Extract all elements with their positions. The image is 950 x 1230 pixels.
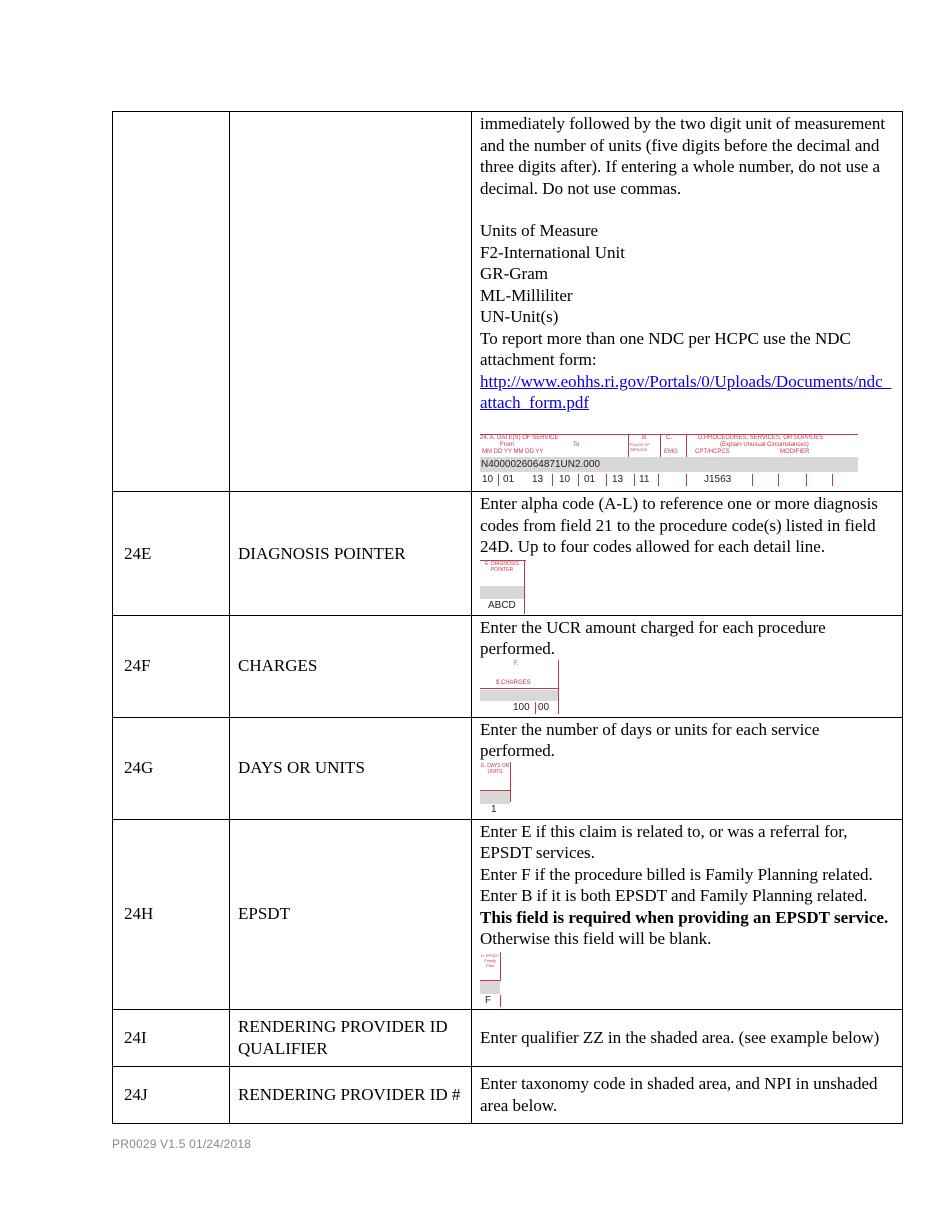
required-note: This field is required when providing an EPSDT service. xyxy=(480,907,889,927)
table-row xyxy=(113,717,903,819)
field-description-cell xyxy=(472,615,903,717)
description-line: immediately followed by the two digit unit of measurement xyxy=(480,114,886,133)
description-text: Enter the UCR amount charged for each procedure performed. xyxy=(480,617,826,658)
field-name-cell: EPSDT xyxy=(230,819,472,1009)
snippet-date-from-yy: 13 xyxy=(532,473,544,485)
field-code-cell: 24J xyxy=(113,1066,230,1123)
snippet-value-dollars: 100 xyxy=(513,701,530,713)
description-line: and the number of units (five digits before the decimal and xyxy=(480,135,880,155)
field-code-cell: 24H xyxy=(113,819,230,1009)
field-name-cell: DIAGNOSIS POINTER xyxy=(230,492,472,616)
field-description-cell xyxy=(472,717,903,819)
ndc-attachment-link[interactable]: http://www.eohhs.ri.gov/Portals/0/Uploads/Documents/ndc_attach_form.pdf xyxy=(480,371,892,412)
field-description-cell: Enter taxonomy code in shaded area, and NPI in unshaded area below. xyxy=(472,1066,903,1123)
snippet-date-to-mm: 10 xyxy=(559,473,571,485)
snippet-place-of-service: 11 xyxy=(639,473,650,485)
unit-item: UN-Unit(s) xyxy=(480,307,559,326)
snippet-label: H. EPSDT Family Plan xyxy=(480,952,500,968)
field-name-cell: RENDERING PROVIDER ID QUALIFIER xyxy=(230,1009,472,1066)
snippet-value: 1 xyxy=(491,803,497,815)
snippet-value: F xyxy=(485,994,492,1006)
table-row xyxy=(113,615,903,717)
snippet-header-emg: EMG xyxy=(664,448,678,455)
table-row xyxy=(113,1066,903,1123)
document-footer: PR0029 V1.5 01/24/2018 xyxy=(112,1137,252,1151)
field-name-cell: RENDERING PROVIDER ID # xyxy=(230,1066,472,1123)
field-code-cell: 24E xyxy=(113,492,230,616)
unit-item: F2-International Unit xyxy=(480,242,625,262)
description-line: three digits after). If entering a whole number, do not use a xyxy=(480,157,881,176)
unit-item: ML-Milliliter xyxy=(480,285,573,305)
form-snippet-24e xyxy=(480,560,526,614)
snippet-label: $ CHARGES xyxy=(496,679,531,686)
snippet-value: ABCD xyxy=(488,599,516,611)
description-text: Enter alpha code (A-L) to reference one or more diagnosis codes from field 21 to the procedure code(s) listed in field 24D. Up to four codes allowed for each detail line. xyxy=(480,494,878,556)
snippet-header-d2: (Explain Unusual Circumstances) xyxy=(720,441,809,448)
description-line: Enter E if this claim is related to, or was a referral for, EPSDT services. xyxy=(480,821,848,862)
snippet-header-from: From xyxy=(500,441,514,448)
snippet-date-to-yy: 13 xyxy=(612,473,624,485)
snippet-value-cents: 00 xyxy=(538,701,550,713)
snippet-date-from-mm: 10 xyxy=(482,473,494,485)
description-line: Enter B if it is both EPSDT and Family Planning related. xyxy=(480,886,868,905)
field-description-cell: Enter qualifier ZZ in the shaded area. (see example below) xyxy=(472,1009,903,1066)
units-heading: Units of Measure xyxy=(480,221,599,240)
table-row xyxy=(113,492,903,616)
snippet-header-d: D.PROCEDURES, SERVICES, OR SUPPLIES xyxy=(698,434,824,441)
field-name-cell: DAYS OR UNITS xyxy=(230,717,472,819)
snippet-label: G. DAYS OR UNITS xyxy=(480,762,510,775)
description-line: Enter F if the procedure billed is Family Planning related. xyxy=(480,864,873,884)
field-description-cell xyxy=(472,492,903,616)
field-name-cell xyxy=(230,112,472,492)
field-code-cell: 24F xyxy=(113,615,230,717)
table-row xyxy=(113,819,903,1009)
snippet-date-to-dd: 01 xyxy=(584,473,596,485)
snippet-label: E. DIAGNOSIS POINTER xyxy=(485,560,519,573)
description-line: Otherwise this field will be blank. xyxy=(480,929,712,948)
snippet-header-dates: MM DD YY MM DD YY xyxy=(482,448,544,455)
field-description-cell xyxy=(472,819,903,1009)
field-code-cell: 24I xyxy=(113,1009,230,1066)
description-line: decimal. Do not use commas. xyxy=(480,178,682,198)
description-text: Enter the number of days or units for each service performed. xyxy=(480,719,820,760)
form-snippet-24g xyxy=(480,762,512,816)
snippet-header-to: To xyxy=(573,441,580,448)
field-name-cell: CHARGES xyxy=(230,615,472,717)
snippet-date-from-dd: 01 xyxy=(503,473,515,485)
field-description-cell xyxy=(472,112,903,492)
field-code-cell xyxy=(113,112,230,492)
snippet-label-letter: F. xyxy=(514,660,519,667)
form-snippet-24h xyxy=(480,952,502,1008)
form-snippet-24f xyxy=(480,660,560,714)
form-snippet-24a-24d xyxy=(480,434,858,488)
table-row xyxy=(113,1009,903,1066)
snippet-cpt-code: J1563 xyxy=(704,473,732,485)
field-instructions-table xyxy=(112,111,903,1124)
snippet-header-modifier: MODIFIER xyxy=(780,448,810,455)
snippet-header-c: C. xyxy=(666,434,672,441)
snippet-header-pos: PLACE OF SERVICE xyxy=(630,441,650,452)
ndc-attachment-text: To report more than one NDC per HCPC use the NDC attachment form: xyxy=(480,328,851,369)
snippet-ndc-shaded-value: N4000026064871UN2.000 xyxy=(481,458,600,470)
snippet-header-24a: 24. A. DATE(S) OF SERVICE xyxy=(480,434,559,441)
snippet-header-b: B. xyxy=(642,434,648,441)
unit-item: GR-Gram xyxy=(480,264,548,283)
table-row xyxy=(113,112,903,492)
field-code-cell: 24G xyxy=(113,717,230,819)
snippet-header-cpt: CPT/HCPCS xyxy=(695,448,730,455)
